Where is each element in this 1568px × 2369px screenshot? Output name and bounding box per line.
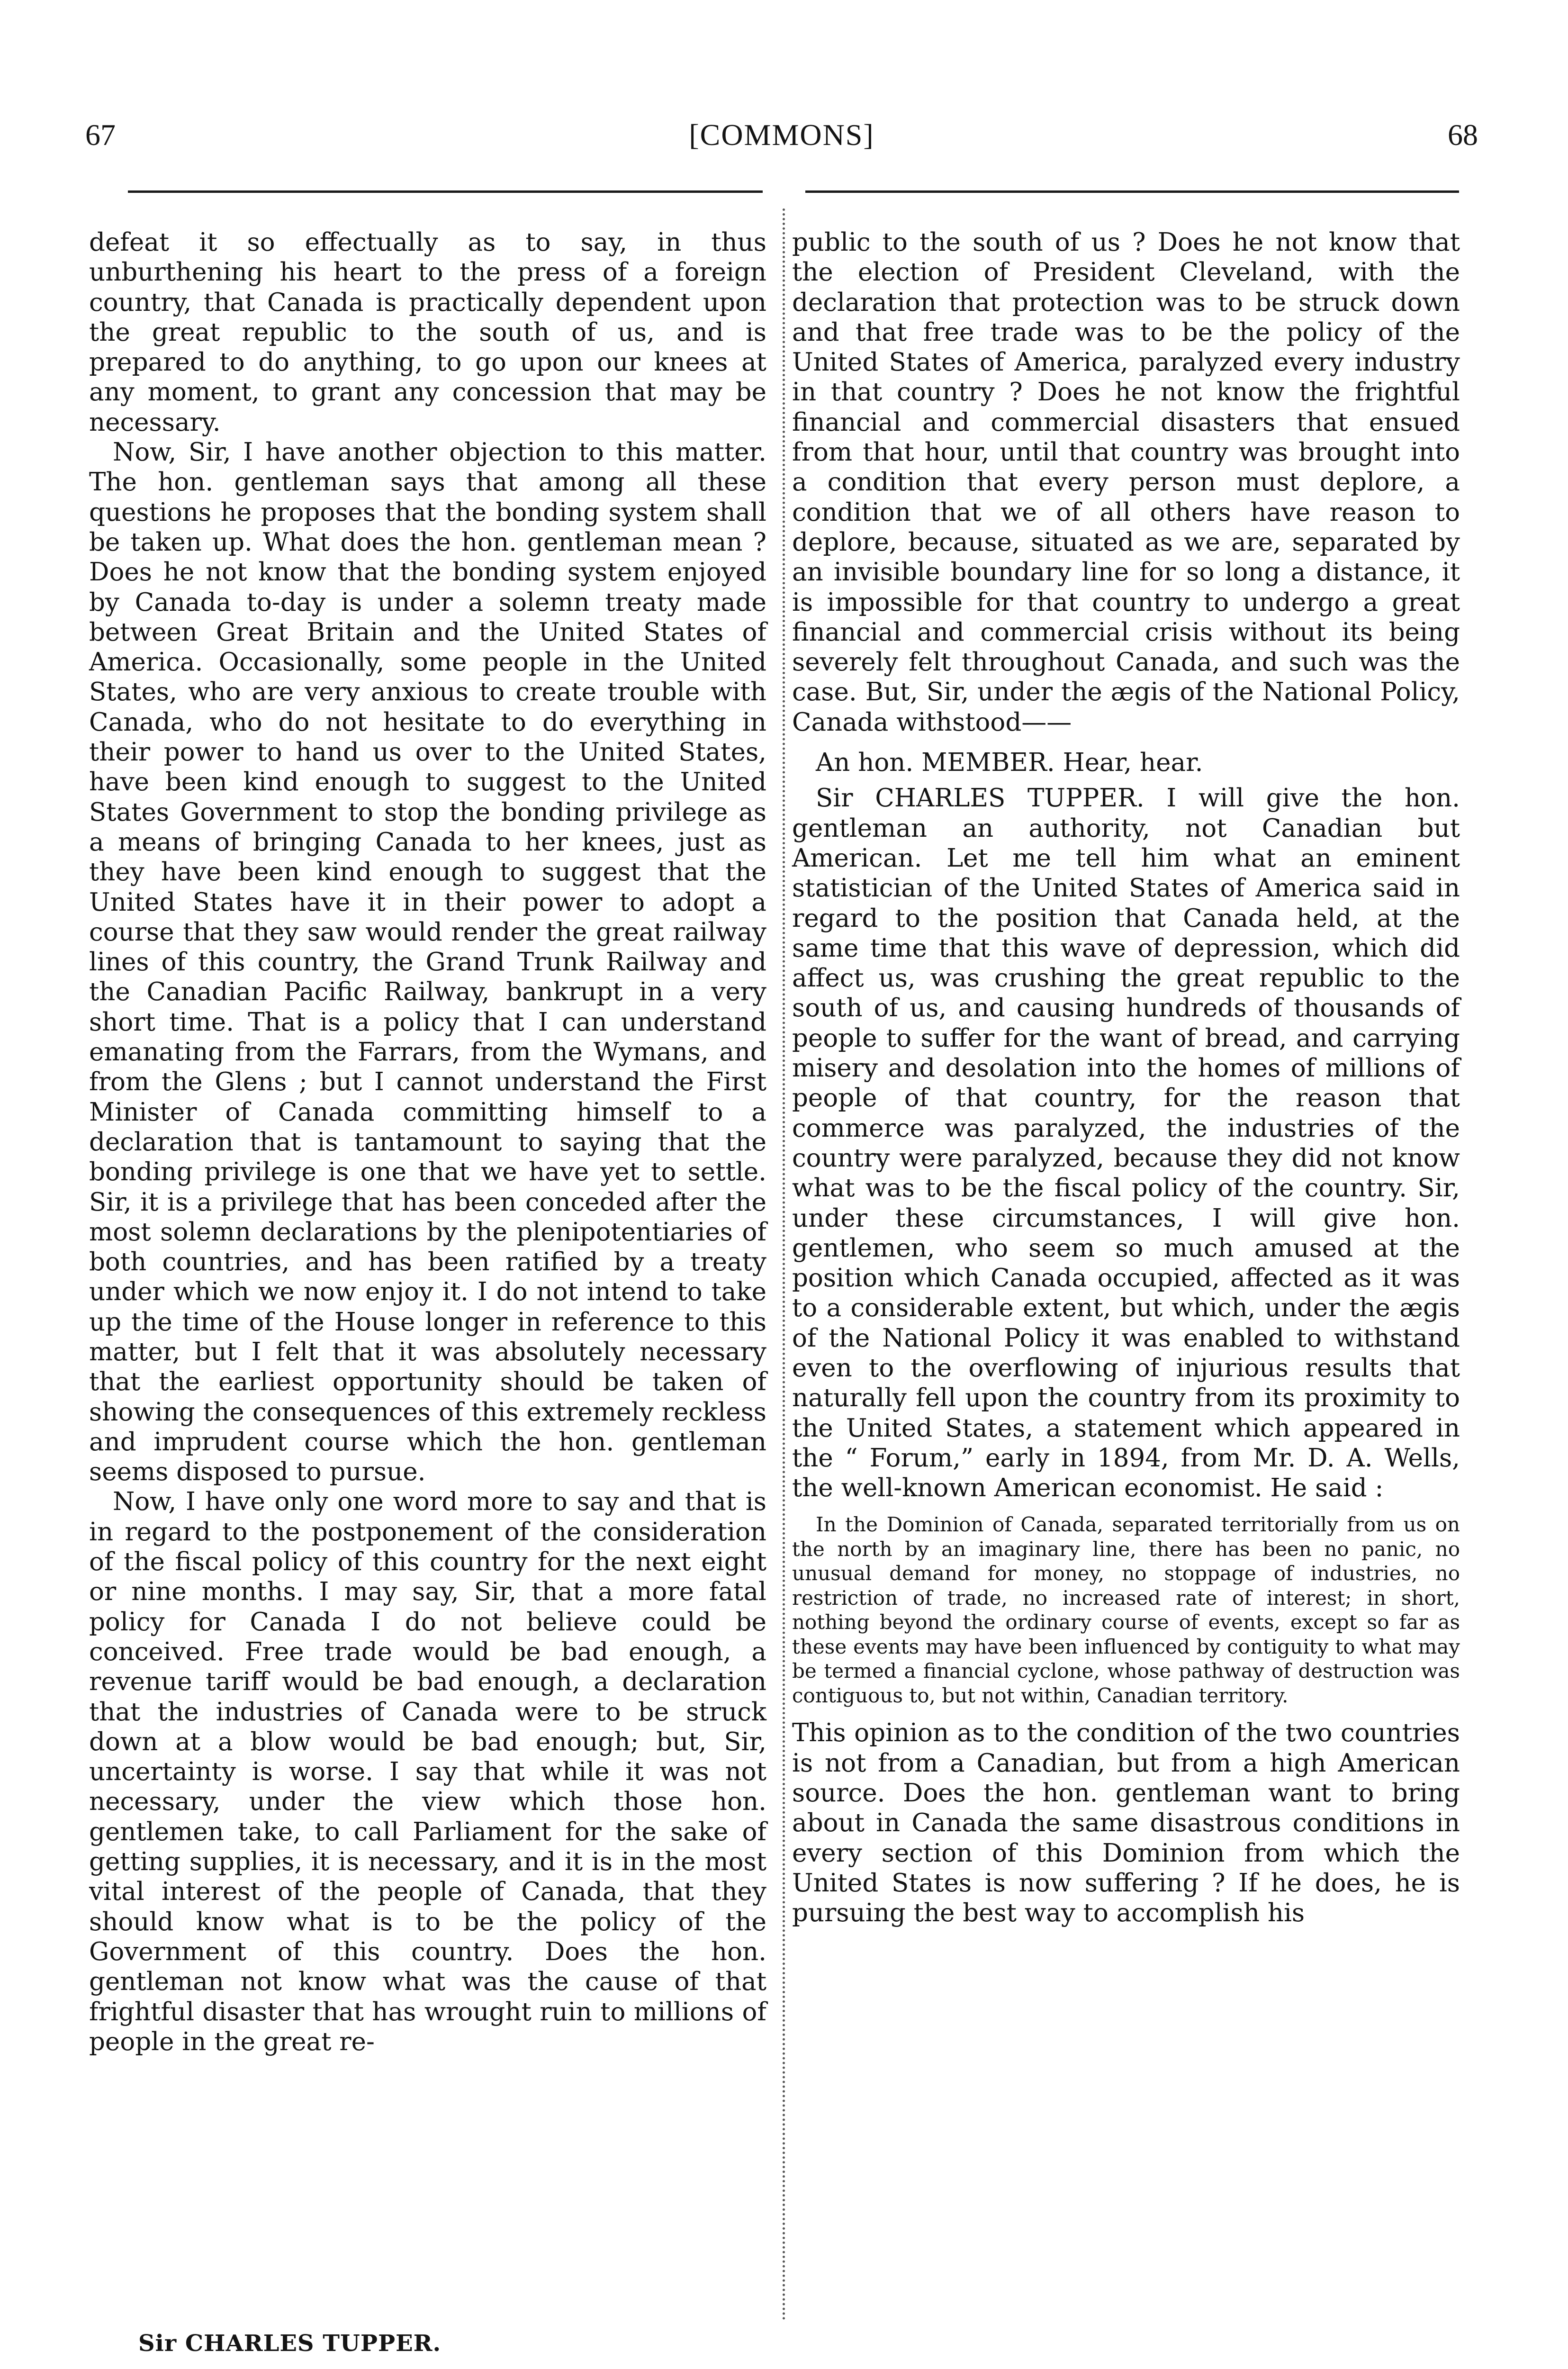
column-divider <box>783 208 785 2322</box>
right-column <box>792 227 1460 1928</box>
right-paragraph-2: Sir CHARLES TUPPER. I will give the hon. gentleman an authority, not Canadian but American. Let me tell him what an eminent statistician of the United States of America said in regard to the position that Canada held, at the same time that this wave of depression, which did affect us, was crushing the great republic to the south of us, and causing hundreds of thousands of people to suffer for the want of bread, and carrying misery and desolation into the homes of millions of people of that country, for the reason that commerce was paralyzed, the industries of the country were paralyzed, because they did not know what was to be the fiscal policy of the country. Sir, under these circumstances, I will give hon. gentlemen, who seem so much amused at the position which Canada occupied, affected as it was to a considerable extent, but which, under the ægis of the National Policy it was enabled to withstand even to the overflowing of injurious results that naturally fell upon the country from its proximity to the United States, a statement which appeared in the “ Forum,” early in 1894, from Mr. D. A. Wells, the well-known American economist. He said : <box>792 784 1460 1503</box>
page-number-right: 68 <box>1448 118 1478 152</box>
right-paragraph-1: public to the south of us ? Does he not know that the election of President Cleveland, with the declaration that protection was to be struck down and that free trade was to be the policy of the United States of America, paralyzed every industry in that country ? Does he not know the frightful financial and commercial disasters that ensued from that hour, until that country was brought into a condition that every person must deplore, a condition that we of all others have reason to deplore, because, situated as we are, separated by an invisible boundary line for so long a distance, it is impossible for that country to undergo a great financial and commercial crisis without its being severely felt throughout Canada, and such was the case. But, Sir, under the ægis of the National Policy, Canada withstood—— <box>792 228 1460 737</box>
block-quote: In the Dominion of Canada, separated territorially from us on the north by an imaginary line, there has been no panic, no unusual demand for money, no stoppage of industries, no restriction of trade, no increased rate of interest; in short, nothing beyond the ordinary course of events, except so far as these events may have been influenced by contiguity to what may be termed a financial cyclone, whose pathway of destruction was contiguous to, but not within, Canadian territory. <box>792 1513 1460 1707</box>
header-rule-right <box>805 190 1459 193</box>
left-paragraph-1: defeat it so effectually as to say, in thus unburthening his heart to the press of a foreign country, that Canada is practically dependent upon the great republic to the south of us, and is prepared to do anything, to go upon our knees at any moment, to grant any concession that may be necessary. <box>89 228 766 437</box>
page-number-left: 67 <box>85 118 116 152</box>
running-speaker-name: Sir CHARLES TUPPER. <box>138 2330 442 2357</box>
right-paragraph-3: This opinion as to the condition of the two countries is not from a Canadian, but from a high American source. Does the hon. gentleman want to bring about in Canada the same disastrous conditions in every section of this Dominion from which the United States is now suffering ? If he does, he is pursuing the best way to accomplish his <box>792 1718 1460 1928</box>
interjection: An hon. MEMBER. Hear, hear. <box>816 748 1203 778</box>
page-header <box>85 114 1478 156</box>
left-column <box>89 227 766 2057</box>
page-title: [COMMONS] <box>689 118 874 152</box>
left-paragraph-3: Now, I have only one word more to say and that is in regard to the postponement of the consideration of the fiscal policy of this country for the next eight or nine months. I may say, Sir, that a more fatal policy for Canada I do not believe could be conceived. Free trade would be bad enough, a revenue tariff would be bad enough, a declaration that the industries of Canada were to be struck down at a blow would be bad enough; but, Sir, uncertainty is worse. I say that while it was not necessary, under the view which those hon. gentlemen take, to call Parliament for the sake of getting supplies, it is necessary, and it is in the most vital interest of the people of Canada, that they should know what is to be the policy of the Government of this country. Does the hon. gentleman not know what was the cause of that frightful disaster that has wrought ruin to millions of people in the great re- <box>89 1487 766 2056</box>
left-paragraph-2: Now, Sir, I have another objection to this matter. The hon. gentleman says that among all these questions he proposes that the bonding system shall be taken up. What does the hon. gentleman mean ? Does he not know that the bonding system enjoyed by Canada to-day is under a solemn treaty made between Great Britain and the United States of America. Occasionally, some people in the United States, who are very anxious to create trouble with Canada, who do not hesitate to do everything in their power to hand us over to the United States, have been kind enough to suggest to the United States Government to stop the bonding privilege as a means of bringing Canada to her knees, just as they have been kind enough to suggest that the United States have it in their power to adopt a course that they saw would render the great railway lines of this country, the Grand Trunk Railway and the Canadian Pacific Railway, bankrupt in a very short time. That is a policy that I can understand emanating from the Farrars, from the Wymans, and from the Glens ; but I cannot understand the First Minister of Canada committing himself to a declaration that is tantamount to saying that the bonding privilege is one that we have yet to settle. Sir, it is a privilege that has been conceded after the most solemn declarations by the plenipotentiaries of both countries, and has been ratified by a treaty under which we now enjoy it. I do not intend to take up the time of the House longer in reference to this matter, but I felt that it was absolutely necessary that the earliest opportunity should be taken of showing the consequences of this extremely reckless and imprudent course which the hon. gentleman seems disposed to pursue. <box>89 438 766 1487</box>
header-rule-left <box>128 190 763 193</box>
